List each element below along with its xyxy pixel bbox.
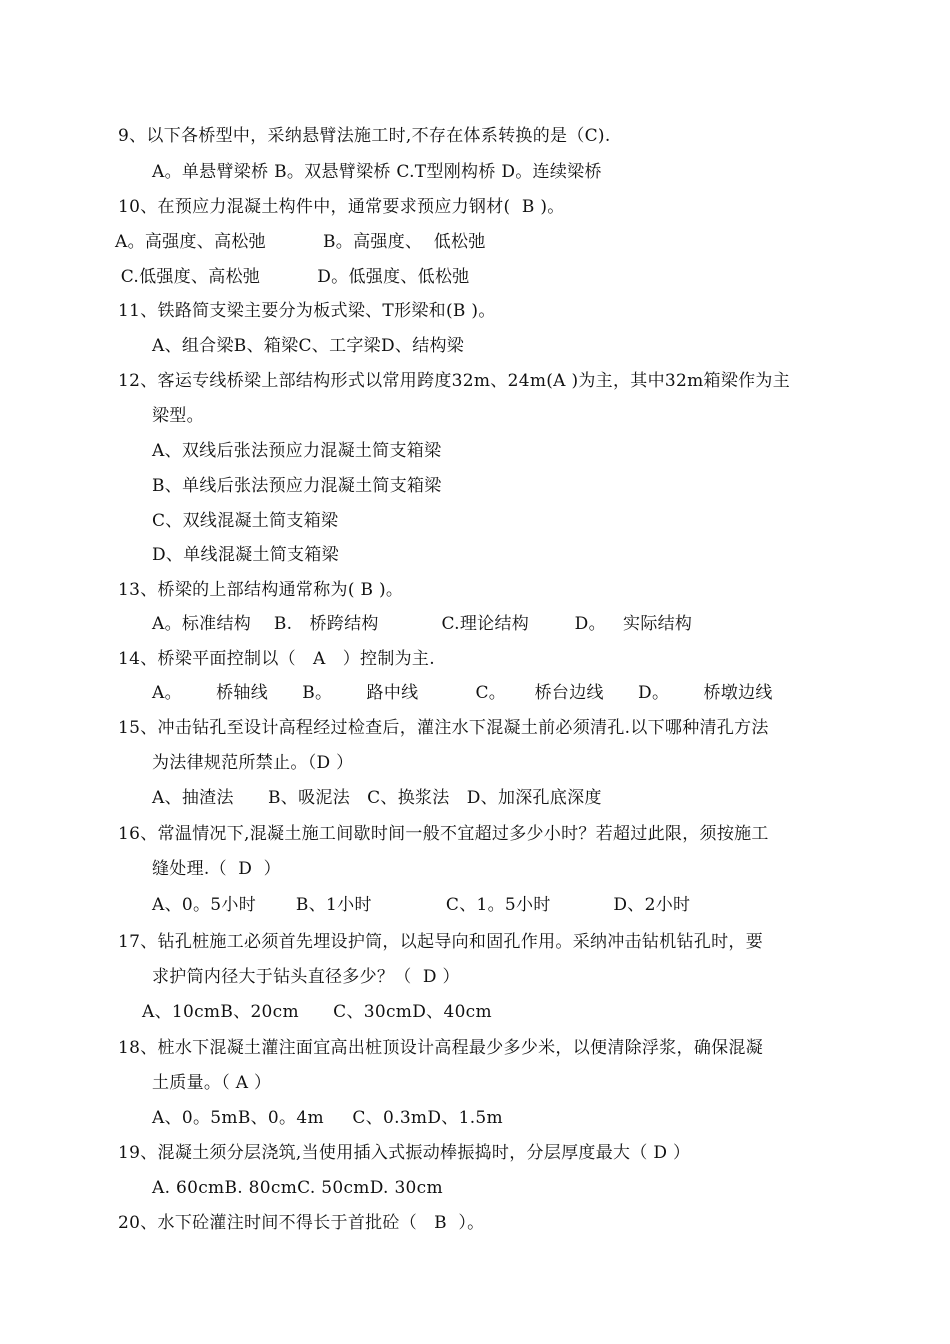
question-13-options: A。标准结构 B. 桥跨结构 C.理论结构 D。 实际结构 <box>152 614 693 634</box>
question-15-options: A、抽渣法 B、吸泥法 C、换浆法 D、加深孔底深度 <box>152 788 602 808</box>
question-11-options: A、组合梁B、箱梁C、工字梁D、结构梁 <box>152 336 465 356</box>
question-12-continued: 梁型。 <box>152 406 204 426</box>
question-16-options: A、0。5小时 B、1小时 C、1。5小时 D、2小时 <box>152 895 691 915</box>
question-17-continued: 求护筒内径大于钻头直径多少？（ D ） <box>152 967 460 987</box>
question-12-option-b: B、单线后张法预应力混凝土简支箱梁 <box>152 476 442 496</box>
question-15: 15、冲击钻孔至设计高程经过检查后，灌注水下混凝土前必须清孔.以下哪种清孔方法 <box>118 718 769 738</box>
question-20: 20、水下砼灌注时间不得长于首批砼（ B ）。 <box>118 1213 485 1233</box>
question-10: 10、在预应力混凝土构件中，通常要求预应力钢材( B )。 <box>118 197 565 217</box>
question-12: 12、客运专线桥梁上部结构形式以常用跨度32m、24m(A )为主，其中32m箱梁作为主 <box>118 371 791 391</box>
question-18-options: A、0。5mB、0。4m C、0.3mD、1.5m <box>152 1108 503 1128</box>
question-14: 14、桥梁平面控制以（ A ）控制为主. <box>118 649 435 669</box>
question-16-continued: 缝处理.（ D ） <box>152 859 281 879</box>
question-11: 11、铁路简支梁主要分为板式梁、T形梁和(B )。 <box>118 301 496 321</box>
question-19-options: A. 60cmB. 80cmC. 50cmD. 30cm <box>152 1178 443 1198</box>
question-12-option-d: D、单线混凝土简支箱梁 <box>152 545 339 565</box>
question-18: 18、桩水下混凝土灌注面宜高出桩顶设计高程最少多少米，以便清除浮浆，确保混凝 <box>118 1038 764 1058</box>
question-9-options: A。单悬臂梁桥 B。双悬臂梁桥 C.T型刚构桥 D。连续梁桥 <box>152 162 602 182</box>
question-9: 9、以下各桥型中，采纳悬臂法施工时,不存在体系转换的是（C). <box>118 126 611 146</box>
question-10-options-a-b: A。高强度、高松弛 B。高强度、 低松弛 <box>115 232 486 252</box>
question-14-options: A。 桥轴线 B。 路中线 C。 桥台边线 D。 桥墩边线 <box>152 683 773 703</box>
question-18-continued: 土质量。（ A ） <box>152 1073 272 1093</box>
question-12-option-c: C、双线混凝土简支箱梁 <box>152 511 339 531</box>
question-12-option-a: A、双线后张法预应力混凝土简支箱梁 <box>152 441 442 461</box>
question-13: 13、桥梁的上部结构通常称为( B )。 <box>118 580 404 600</box>
question-10-options-c-d: C.低强度、高松弛 D。低强度、低松弛 <box>115 267 470 287</box>
question-15-continued: 为法律规范所禁止。（D ） <box>152 753 354 773</box>
question-17: 17、钻孔桩施工必须首先埋设护筒，以起导向和固孔作用。采纳冲击钻机钻孔时，要 <box>118 932 764 952</box>
question-16: 16、常温情况下,混凝土施工间歇时间一般不宜超过多少小时？若超过此限，须按施工 <box>118 824 769 844</box>
question-17-options: A、10cmB、20cm C、30cmD、40cm <box>142 1002 492 1022</box>
question-19: 19、混凝土须分层浇筑,当使用插入式振动棒振捣时，分层厚度最大（ D ） <box>118 1143 691 1163</box>
